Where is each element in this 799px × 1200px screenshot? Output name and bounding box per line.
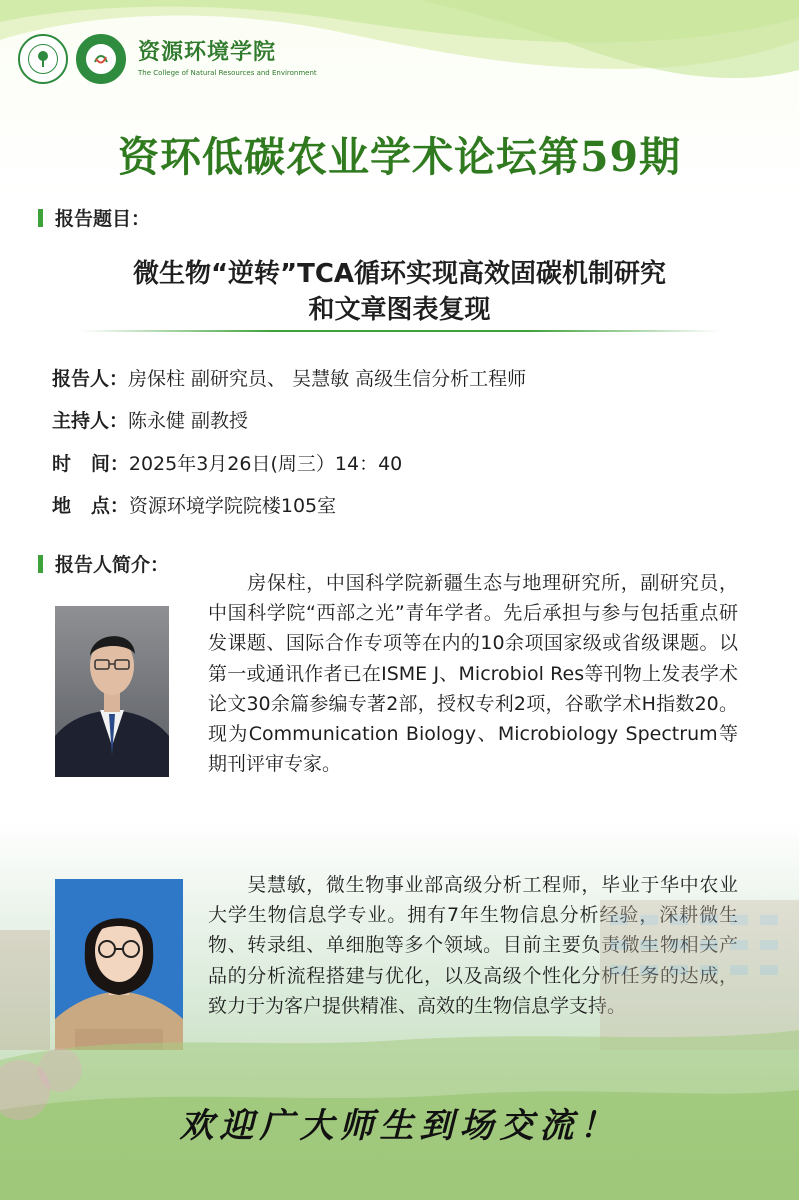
time-label: 时 间： <box>52 453 129 475</box>
host-value: 陈永健 副教授 <box>128 410 249 432</box>
college-seal-icon <box>76 34 126 84</box>
host-row <box>52 406 248 433</box>
report-topic-heading <box>38 204 150 231</box>
place-value: 资源环境学院院楼105室 <box>128 495 337 517</box>
page-title: 资环低碳农业学术论坛第59期 <box>117 133 682 181</box>
host-label: 主持人： <box>52 410 129 432</box>
speaker2-bio: 吴慧敏，微生物事业部高级分析工程师，毕业于华中农业大学生物信息学专业。拥有7年生物信息分析经验，深耕微生物、转录组、单细胞等多个领域。目前主要负责微生物相关产品的分析流程搭建与优化，以及高级个性化分析任务的达成，致力于为客户提供精准、高效的生物信息学支持。 <box>208 874 738 1017</box>
report-topic-label: 报告题目： <box>55 208 151 230</box>
speaker-value: 房保柱 副研究员、 吴慧敏 高级生信分析工程师 <box>128 368 527 390</box>
speaker1-photo <box>55 606 169 777</box>
logo-group <box>18 34 317 84</box>
campus-background-decoration <box>0 860 799 1200</box>
bio-heading <box>38 550 169 577</box>
bio-label: 报告人简介： <box>55 554 170 576</box>
place-row <box>52 491 336 518</box>
heading-bar-icon <box>38 555 43 573</box>
heading-bar-icon <box>38 209 43 227</box>
report-title-line1: 微生物“逆转”TCA循环实现高效固碳机制研究 <box>132 259 667 289</box>
time-row <box>52 449 402 476</box>
time-value: 2025年3月26日(周三）14：40 <box>128 453 403 475</box>
title-divider <box>80 330 720 332</box>
speaker-label: 报告人： <box>52 368 129 390</box>
report-title-line2: 和文章图表复现 <box>308 295 491 325</box>
speaker1-bio: 房保柱，中国科学院新疆生态与地理研究所，副研究员，中国科学院“西部之光”青年学者。先后承担与参与包括重点研发课题、国际合作专项等在内的10余项国家级或省级课题。以第一或通讯作者已在ISME J、Microbiol Res等刊物上发表学术论文30余篇参编专著2部，授权专利2项，谷歌学术H指数20。现为Communication Biology、Microbiology Spectrum等期刊评审专家。 <box>208 572 738 776</box>
speaker-row <box>52 364 526 391</box>
college-name-en: The College of Natural Resources and Environment <box>138 69 317 77</box>
college-name-cn: 资源环境学院 <box>138 40 277 65</box>
place-label: 地 点： <box>52 495 129 517</box>
report-title <box>0 256 799 328</box>
university-seal-icon <box>18 34 68 84</box>
college-name <box>138 40 317 78</box>
welcome-slogan: 欢迎广大师生到场交流！ <box>179 1106 620 1146</box>
